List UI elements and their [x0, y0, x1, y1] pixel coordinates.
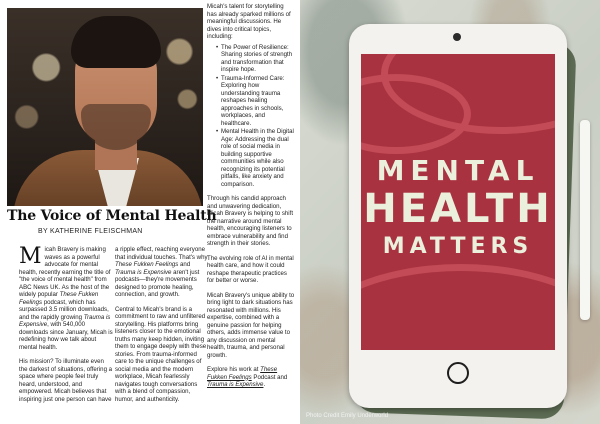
ipad-device	[349, 24, 567, 408]
topics-list	[207, 44, 295, 189]
text-run: Podcast and	[251, 373, 288, 381]
paragraph-explore	[207, 366, 295, 389]
text-run: Explore his work at	[207, 366, 261, 373]
home-button-icon	[447, 362, 469, 384]
screen-text-health: HEALTH	[363, 186, 553, 232]
text-run: aren't just podcasts—they're movements designed to promote healing, connection, and growth.	[115, 268, 200, 298]
paragraph-approach: Through his candid approach and unwavering dedication, Micah Bravery is helping to shift the narrative around mental health, encouraging listeners to embrace vulnerability and find strength in their stories.	[207, 195, 294, 247]
screen-text-matters: MATTERS	[382, 234, 534, 259]
article-column-3	[207, 3, 295, 396]
text-run: and	[178, 261, 191, 268]
stylus-pencil	[580, 120, 590, 320]
portrait-beard	[81, 104, 151, 150]
article-column-2	[115, 246, 209, 410]
paragraph-mission: His mission? To illuminate even the darkest of situations, offering a space where people feel truly heard, understood, and empowered. Micah believes that inspiring just one person can have	[19, 358, 113, 403]
article-title: The Voice of Mental Health	[7, 208, 217, 224]
podcast-link-feelings[interactable]: These Fukken Feelings	[207, 366, 278, 381]
paragraph-storytelling: Central to Micah's brand is a commitment to raw and unfiltered storytelling. His platforms bring listeners closer to the emotional truths many keep hidden, inviting them to engage deeply with these stories. From trauma-informed care to the unique challenges of social media and the modern workplace, Micah fearlessly navigates tough conversations with a blend of compassion, humor, and authenticity.	[115, 305, 207, 403]
ipad-photo	[300, 0, 600, 424]
article-byline: BY KATHERINE FLEISCHMAN	[38, 228, 143, 235]
podcast-title: These Fukken Feelings	[115, 261, 179, 268]
photo-credit: Photo Credit Emily Underworld	[306, 413, 389, 419]
paragraph-topics-intro: Micah's talent for storytelling has already sparked millions of meaningful discussions. He dives into critical topics, including:	[207, 3, 291, 40]
list-item: • Mental Health in the Digital Age: Addressing the dual role of social media in building supportive communities while also recognizing its potential pitfalls, like anxiety and comparison.	[221, 128, 295, 188]
drop-cap: M	[19, 244, 42, 269]
camera-icon	[453, 33, 461, 41]
text-run: .	[263, 381, 266, 388]
paragraph-ai: The evolving role of AI in mental health care, and how it could reshape therapeutic practices for better or worse.	[207, 254, 294, 284]
author-portrait	[7, 8, 203, 206]
list-item: • Trauma-Informed Care: Exploring how understanding trauma reshapes healing approaches in schools, workplaces, and healthcare.	[221, 75, 295, 128]
text-run: a ripple effect, reaching everyone that individual touches. That's why	[115, 246, 208, 261]
text-run: podcast, which has surpassed 3.5 million downloads, and the rapidly growing	[19, 298, 109, 321]
paragraph-expertise: Micah Bravery's unique ability to bring light to dark situations has resonated with millions. His expertise, combined with a genuine passion for helping others, adds immense value to any discussion on mental health, trauma, and personal growth.	[207, 291, 295, 359]
screen-text-mental: MENTAL	[376, 154, 540, 187]
paragraph-ripple	[115, 246, 209, 299]
text-run: , with 540,000 downloads since January, Micah is redefining how we talk about mental health.	[19, 321, 113, 351]
list-item: • The Power of Resilience: Sharing stories of strength and transformation that inspire hope.	[221, 44, 295, 74]
podcast-title: Trauma is Expensive	[19, 313, 111, 328]
portrait-hair	[71, 16, 161, 68]
paragraph-intro	[19, 246, 114, 351]
podcast-title: These Fukken Feelings	[19, 291, 99, 306]
article-column-1	[19, 246, 114, 410]
ipad-screen	[361, 54, 555, 350]
swirl-decoration	[361, 264, 555, 350]
text-run: icah Bravery is making waves as a powerful advocate for mental health, recently earning the title of "the voice of mental health" from ABC News UK. As the host of the widely popular	[19, 246, 111, 298]
podcast-title: Trauma is Expensive	[115, 268, 172, 276]
podcast-link-trauma[interactable]: Trauma is Expensive	[207, 381, 264, 388]
